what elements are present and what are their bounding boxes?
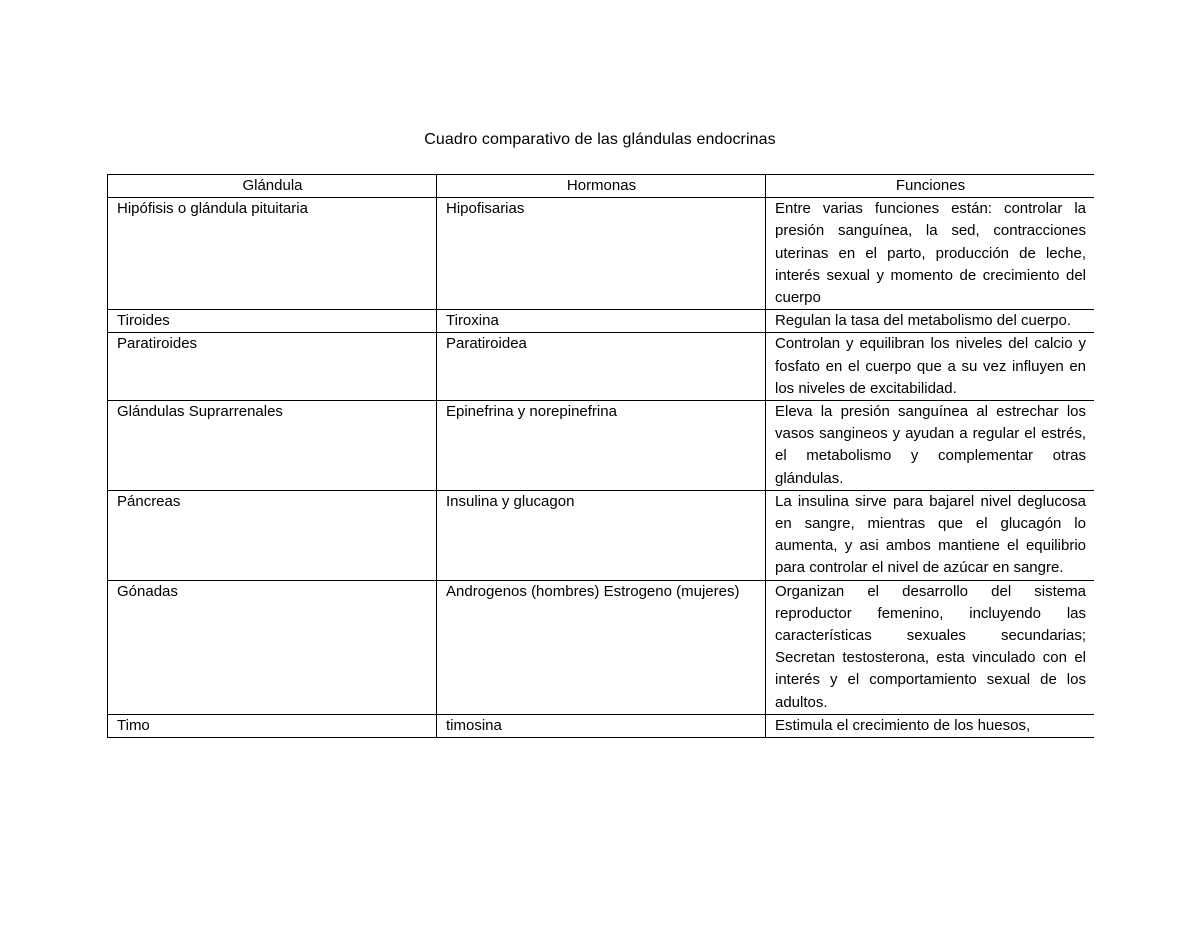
- cell-glandula: Paratiroides: [108, 333, 437, 401]
- cell-funciones: Organizan el desarrollo del sistema reproductor femenino, incluyendo las características sexuales secundarias; Secretan testosterona, esta vinculado con el interés y el comportamiento sexual de los adultos.: [766, 580, 1095, 714]
- cell-hormonas: Tiroxina: [437, 310, 766, 333]
- cell-glandula: Timo: [108, 714, 437, 737]
- table-row: [108, 490, 1095, 580]
- table-row: [108, 714, 1095, 737]
- table-header-row: [108, 175, 1095, 198]
- comparison-table: [107, 174, 1094, 738]
- cell-hormonas: Paratiroidea: [437, 333, 766, 401]
- comparison-table-container: [107, 174, 1094, 780]
- cell-hormonas: Androgenos (hombres) Estrogeno (mujeres): [437, 580, 766, 714]
- cell-funciones: Eleva la presión sanguínea al estrechar los vasos sangineos y ayudan a regular el estrés, el metabolismo y complementar otras glándulas.: [766, 401, 1095, 491]
- cell-glandula: Gónadas: [108, 580, 437, 714]
- table-row: [108, 333, 1095, 401]
- cell-hormonas: Epinefrina y norepinefrina: [437, 401, 766, 491]
- cell-funciones: Estimula el crecimiento de los huesos,: [766, 714, 1095, 737]
- header-glandula: Glándula: [108, 175, 437, 198]
- cell-glandula: Tiroides: [108, 310, 437, 333]
- cell-funciones: Entre varias funciones están: controlar la presión sanguínea, la sed, contracciones uterinas en el parto, producción de leche, interés sexual y momento de crecimiento del cuerpo: [766, 198, 1095, 310]
- cell-glandula: Hipófisis o glándula pituitaria: [108, 198, 437, 310]
- table-row: [108, 310, 1095, 333]
- cell-glandula: Páncreas: [108, 490, 437, 580]
- table-row: [108, 580, 1095, 714]
- header-hormonas: Hormonas: [437, 175, 766, 198]
- cell-funciones: La insulina sirve para bajarel nivel deglucosa en sangre, mientras que el glucagón lo aumenta, y asi ambos mantiene el equilibrio para controlar el nivel de azúcar en sangre.: [766, 490, 1095, 580]
- cell-funciones: Controlan y equilibran los niveles del calcio y fosfato en el cuerpo que a su vez influyen en los niveles de excitabilidad.: [766, 333, 1095, 401]
- table-row: [108, 401, 1095, 491]
- cell-hormonas: Insulina y glucagon: [437, 490, 766, 580]
- header-funciones: Funciones: [766, 175, 1095, 198]
- cell-hormonas: timosina: [437, 714, 766, 737]
- cell-funciones: Regulan la tasa del metabolismo del cuerpo.: [766, 310, 1095, 333]
- cell-glandula: Glándulas Suprarrenales: [108, 401, 437, 491]
- table-row: [108, 198, 1095, 310]
- document-title: Cuadro comparativo de las glándulas endocrinas: [424, 131, 776, 148]
- cell-hormonas: Hipofisarias: [437, 198, 766, 310]
